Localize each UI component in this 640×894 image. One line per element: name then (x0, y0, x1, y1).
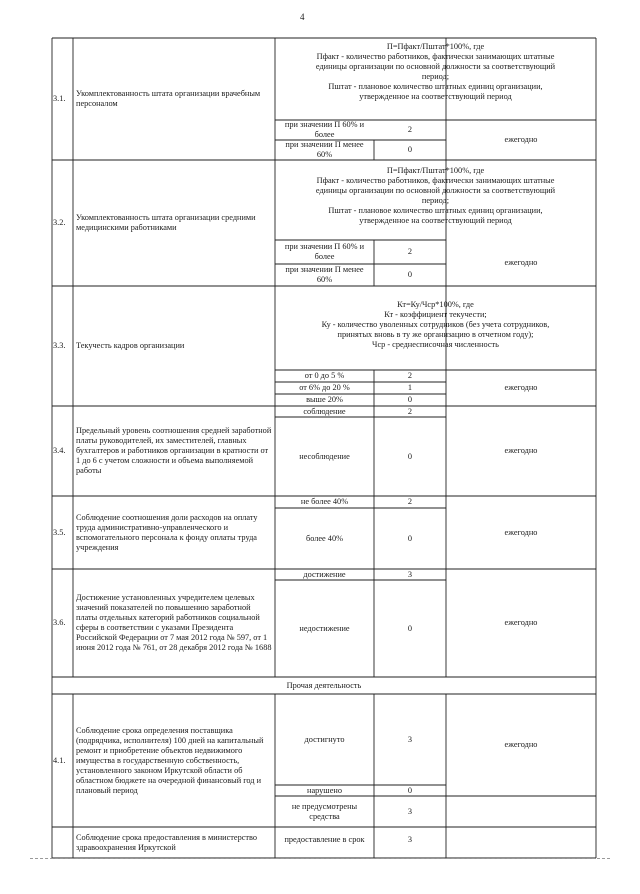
row-3-6-score-1: 3 (407, 569, 413, 579)
formula-line: утвержденное на соответствующий период (359, 92, 512, 101)
row-3-2-indicator: Укомплектованность штата организации средними медицинскими работниками (76, 213, 256, 232)
row-3-2-score-1: 2 (407, 247, 413, 256)
row-3-6-condition-2: недостижение (299, 623, 350, 633)
row-3-1-indicator: Укомплектованность штата организации врачебным персоналом (76, 89, 261, 108)
row-3-3-condition-3: выше 20% (306, 395, 343, 404)
formula-kt-block (275, 300, 596, 370)
row-4-1-period: ежегодно (504, 740, 538, 749)
formula-line: Пфакт - количество работников, фактически занимающих штатные (316, 176, 555, 185)
row-4-1-score-3: 3 (407, 806, 413, 816)
formula-line: Кт=Ку/Чср*100%, где (397, 300, 474, 309)
row-3-3-score-1: 2 (407, 371, 413, 380)
row-3-3-condition-2: от 6% до 20 % (299, 383, 350, 392)
row-3-6-condition-1: достижение (303, 569, 346, 579)
formula-line: Пштат - плановое количество штатных единиц организации, (328, 206, 543, 215)
formula-p-block (275, 40, 596, 120)
row-3-2-condition-2: при значении П менее 60% (285, 265, 364, 284)
row-4-2-condition-1: предоставление в срок (284, 835, 365, 844)
row-4-1-condition-1: достигнуто (304, 734, 345, 744)
row-3-2-period: ежегодно (504, 258, 538, 267)
row-3-3-indicator: Текучесть кадров организации (76, 341, 185, 350)
row-3-1-condition-1: при значении П 60% и более (284, 120, 365, 139)
page-number: 4 (300, 12, 305, 22)
formula-line: Чср - среднесписочная численность (372, 340, 499, 349)
row-3-5-condition-1: не более 40% (300, 497, 349, 506)
row-3-4-period: ежегодно (504, 446, 538, 455)
row-3-4-indicator: Предельный уровень соотношения средней заработной платы руководителей, их заместителей, главных бухгалтеров и работников организации в кратности от 1 до 6 с учетом сложности и объема выполняемой работы (76, 426, 272, 475)
formula-line: Кт - коэффициент текучести; (384, 310, 487, 319)
row-3-2-condition-1: при значении П 60% и более (284, 242, 365, 261)
row-4-1-score-2: 0 (407, 785, 413, 795)
row-3-1-condition-2: при значении П менее 60% (285, 140, 364, 159)
formula-p-block-2 (275, 166, 596, 240)
formula-line: принятых вновь в ту же организацию в отчетном году); (337, 330, 534, 339)
row-3-1-number: 3.1. (53, 94, 66, 103)
scan-guide-line (30, 858, 610, 859)
row-3-2-number: 3.2. (53, 218, 66, 227)
row-3-6-number: 3.6. (53, 618, 66, 627)
row-4-1-condition-2: нарушено (307, 785, 342, 795)
formula-line: Пфакт - количество работников, фактически занимающих штатные (316, 52, 555, 61)
row-3-5-number: 3.5. (53, 527, 66, 537)
formula-line: П=Пфакт/Пштат*100%, где (386, 166, 485, 175)
formula-line: период; (421, 196, 450, 205)
row-3-4-score-2: 0 (407, 451, 413, 461)
formula-line: единицы организации по основной должности за соответствующий (315, 62, 556, 71)
row-3-1-score-2: 0 (407, 145, 413, 154)
row-3-4-condition-2: несоблюдение (299, 451, 350, 461)
row-3-3-period: ежегодно (504, 383, 538, 392)
row-3-5-score-1: 2 (407, 497, 413, 506)
row-3-3-score-3: 0 (407, 395, 413, 404)
row-3-4-condition-1: соблюдение (303, 406, 346, 416)
row-3-5-score-2: 0 (407, 533, 413, 543)
row-3-5-indicator: Соблюдение соотношения доли расходов на оплату труда административно-управленческого и вспомогательного персонала к фонду оплаты труда учреждения (76, 512, 258, 552)
formula-line: утвержденное на соответствующий период (359, 216, 512, 225)
row-3-3-score-2: 1 (407, 383, 413, 392)
row-4-1-score-1: 3 (407, 734, 413, 744)
formula-line: Ку - количество уволенных сотрудников (без учета сотрудников, (321, 320, 550, 329)
row-3-5-period: ежегодно (504, 527, 538, 537)
formula-line: Пштат - плановое количество штатных единиц организации, (328, 82, 543, 91)
row-3-1-period: ежегодно (504, 135, 538, 144)
row-3-4-number: 3.4. (53, 446, 66, 455)
row-3-5-condition-2: более 40% (305, 533, 344, 543)
row-4-2-indicator: Соблюдение срока предоставления в министерство здравоохранения Иркутской (76, 832, 258, 852)
section-title: Прочая деятельность (286, 680, 362, 690)
row-4-1-indicator: Соблюдение срока определения поставщика (подрядчика, исполнителя) 100 дней на капитальный ремонт и приобретение объектов недвижимого имущества в государственную собственность, установленного законом Иркутской области об областном бюджете на очередной финансовый год и плановый период (76, 725, 264, 795)
row-4-1-number: 4.1. (53, 755, 66, 765)
row-4-2-score-1: 3 (407, 835, 413, 844)
row-3-6-indicator: Достижение установленных учредителем целевых значений показателей по повышению заработной платы отдельных категорий работников социальной сферы в соответствии с указами Президента Российской Федерации от 7 мая 2012 года № 597, от 1 июня 2012 года № 761, от 28 декабря 2012 года № 1688 (76, 593, 272, 652)
formula-line: период; (421, 72, 450, 81)
row-3-3-condition-1: от 0 до 5 % (304, 371, 345, 380)
row-3-1-score-1: 2 (407, 125, 413, 134)
row-3-2-score-2: 0 (407, 270, 413, 279)
row-3-6-score-2: 0 (407, 623, 413, 633)
row-3-4-score-1: 2 (407, 406, 413, 416)
row-4-1-condition-3: не предусмотрены средства (291, 801, 358, 821)
row-3-3-number: 3.3. (53, 341, 66, 350)
formula-line: П=Пфакт/Пштат*100%, где (386, 42, 485, 51)
formula-line: единицы организации по основной должности за соответствующий (315, 186, 556, 195)
row-3-6-period: ежегодно (504, 618, 538, 627)
